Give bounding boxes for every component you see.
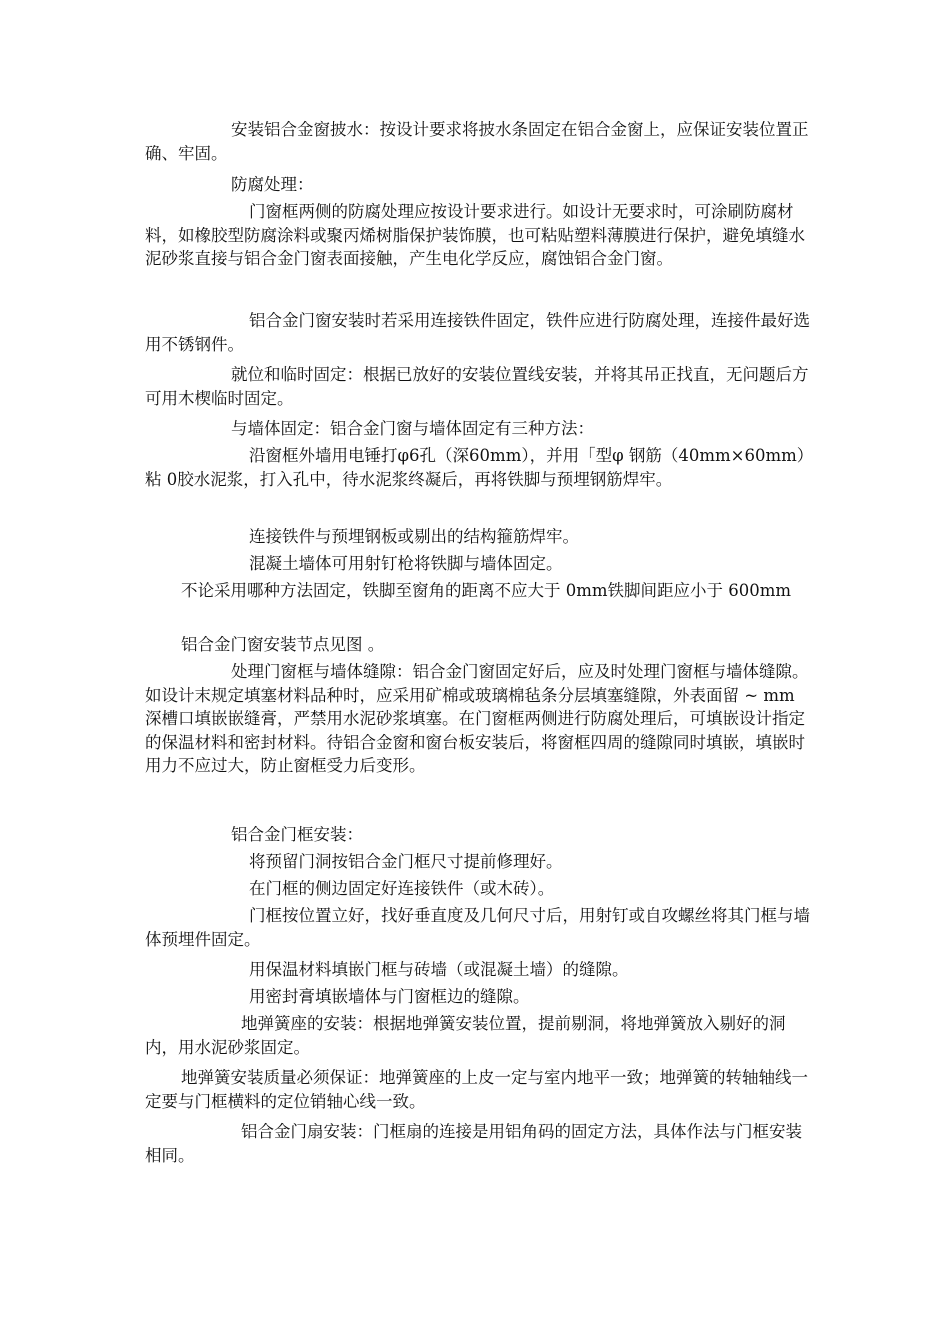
paragraph-spacing-rule: 不论采用哪种方法固定，铁脚至窗角的距离不应大于 0mm铁脚间距应小于 600mm	[181, 581, 792, 600]
paragraph-door-leaf-install: 铝合金门扇安装：门框扇的连接是用铝角码的固定方法，具体作法与门框安装相同。	[145, 1122, 802, 1165]
paragraph-anticorrosion-heading: 防腐处理：	[231, 175, 314, 194]
paragraph-door-opening: 将预留门洞按铝合金门框尺寸提前修理好。	[249, 852, 563, 871]
paragraph-gap-treatment: 处理门窗框与墙体缝隙：铝合金门窗固定好后，应及时处理门窗框与墙体缝隙。如设计末规定填塞材料品种时，应采用矿棉或玻璃棉毡条分层填塞缝隙，外表面留 ~ mm深槽口填嵌嵌缝膏，严禁用水泥砂浆填塞。在门窗框两侧进行防腐处理后，可填嵌设计指定的保温材料和密封材料。待铝合金窗和窗台板安装后，将窗框四周的缝隙同时填嵌，填嵌时用力不应过大，防止窗框受力后变形。	[145, 662, 809, 775]
paragraph-anticorrosion-connectors: 铝合金门窗安装时若采用连接铁件固定，铁件应进行防腐处理，连接件最好选用不锈钢件。	[145, 311, 810, 354]
paragraph-door-connectors: 在门框的侧边固定好连接铁件（或木砖）。	[249, 879, 555, 898]
paragraph-method-weld: 连接铁件与预埋钢板或剔出的结构箍筋焊牢。	[249, 527, 579, 546]
paragraph-door-frame-heading: 铝合金门框安装：	[231, 825, 363, 844]
paragraph-door-fixing: 门框按位置立好，找好垂直度及几何尺寸后，用射钉或自攻螺丝将其门框与墙体预埋件固定。	[145, 906, 810, 949]
paragraph-positioning: 就位和临时固定：根据已放好的安装位置线安装，并将其吊正找直，无问题后方可用木楔临时固定。	[145, 365, 809, 408]
paragraph-floor-spring-install: 地弹簧座的安装：根据地弹簧安装位置，提前剔洞，将地弹簧放入剔好的洞内，用水泥砂浆固定。	[145, 1014, 786, 1057]
paragraph-window-drip: 安装铝合金窗披水：按设计要求将披水条固定在铝合金窗上，应保证安装位置正确、牢固。	[145, 120, 809, 163]
paragraph-method-nail-gun: 混凝土墙体可用射钉枪将铁脚与墙体固定。	[249, 554, 563, 573]
paragraph-wall-fixing-heading: 与墙体固定：铝合金门窗与墙体固定有三种方法：	[231, 419, 594, 438]
paragraph-node-figure: 铝合金门窗安装节点见图 。	[181, 635, 385, 654]
paragraph-door-insulation: 用保温材料填嵌门框与砖墙（或混凝土墙）的缝隙。	[249, 960, 629, 979]
paragraph-door-sealant: 用密封膏填嵌墙体与门窗框边的缝隙。	[249, 987, 530, 1006]
paragraph-method-drill: 沿窗框外墙用电锤打φ6孔（深60mm），并用「型φ 钢筋（40mm×60mm）粘 0胶水泥浆，打入孔中，待水泥浆终凝后，再将铁脚与预埋钢筋焊牢。	[145, 446, 806, 489]
paragraph-floor-spring-quality: 地弹簧安装质量必须保证：地弹簧座的上皮一定与室内地平一致；地弹簧的转轴轴线一定要与门框横料的定位销轴心线一致。	[145, 1068, 808, 1111]
paragraph-anticorrosion-frame: 门窗框两侧的防腐处理应按设计要求进行。如设计无要求时，可涂刷防腐材料，如橡胶型防腐涂料或聚丙烯树脂保护装饰膜，也可粘贴塑料薄膜进行保护，避免填缝水泥砂浆直接与铝合金门窗表面接触，产生电化学反应，腐蚀铝合金门窗。	[145, 202, 805, 268]
